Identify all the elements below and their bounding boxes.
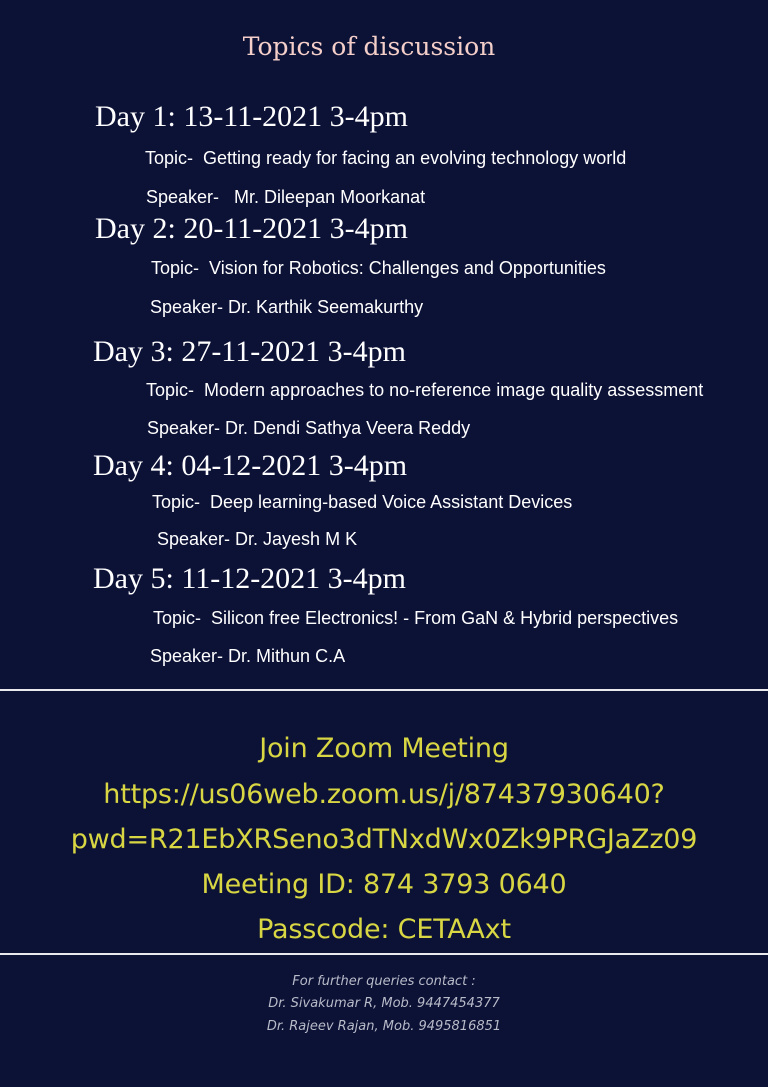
bottom-divider — [0, 953, 768, 955]
day-4-heading: Day 4: 04-12-2021 3-4pm — [93, 449, 408, 482]
contact-intro: For further queries contact : — [292, 974, 476, 989]
contact-person-1: Dr. Sivakumar R, Mob. 9447454377 — [268, 996, 500, 1011]
zoom-heading: Join Zoom Meeting — [259, 733, 509, 764]
meeting-id: Meeting ID: 874 3793 0640 — [201, 869, 567, 900]
day-4-topic: Topic- Deep learning-based Voice Assistant Devices — [152, 492, 573, 512]
day-2-heading: Day 2: 20-11-2021 3-4pm — [95, 212, 409, 245]
day-5-heading: Day 5: 11-12-2021 3-4pm — [93, 562, 407, 595]
day-2-topic: Topic- Vision for Robotics: Challenges and Opportunities — [151, 258, 606, 278]
zoom-url-line-1[interactable]: https://us06web.zoom.us/j/87437930640? — [103, 779, 665, 810]
day-5-speaker: Speaker- Dr. Mithun C.A — [150, 646, 346, 666]
day-3-heading: Day 3: 27-11-2021 3-4pm — [93, 335, 407, 368]
top-divider — [0, 689, 768, 691]
zoom-url-line-2[interactable]: pwd=R21EbXRSeno3dTNxdWx0Zk9PRGJaZz09 — [70, 824, 698, 855]
day-1-topic: Topic- Getting ready for facing an evolving technology world — [145, 148, 627, 168]
page-title: Topics of discussion — [242, 32, 496, 61]
passcode: Passcode: CETAAxt — [257, 914, 511, 945]
contact-person-2: Dr. Rajeev Rajan, Mob. 9495816851 — [266, 1019, 502, 1034]
day-4-speaker: Speaker- Dr. Jayesh M K — [157, 529, 358, 549]
day-2-speaker: Speaker- Dr. Karthik Seemakurthy — [150, 297, 424, 317]
day-5-topic: Topic- Silicon free Electronics! - From GaN & Hybrid perspectives — [153, 608, 679, 628]
day-3-speaker: Speaker- Dr. Dendi Sathya Veera Reddy — [147, 418, 471, 438]
day-1-speaker: Speaker- Mr. Dileepan Moorkanat — [146, 187, 426, 207]
day-3-topic: Topic- Modern approaches to no-reference image quality assessment — [146, 380, 704, 400]
day-1-heading: Day 1: 13-11-2021 3-4pm — [95, 100, 409, 133]
